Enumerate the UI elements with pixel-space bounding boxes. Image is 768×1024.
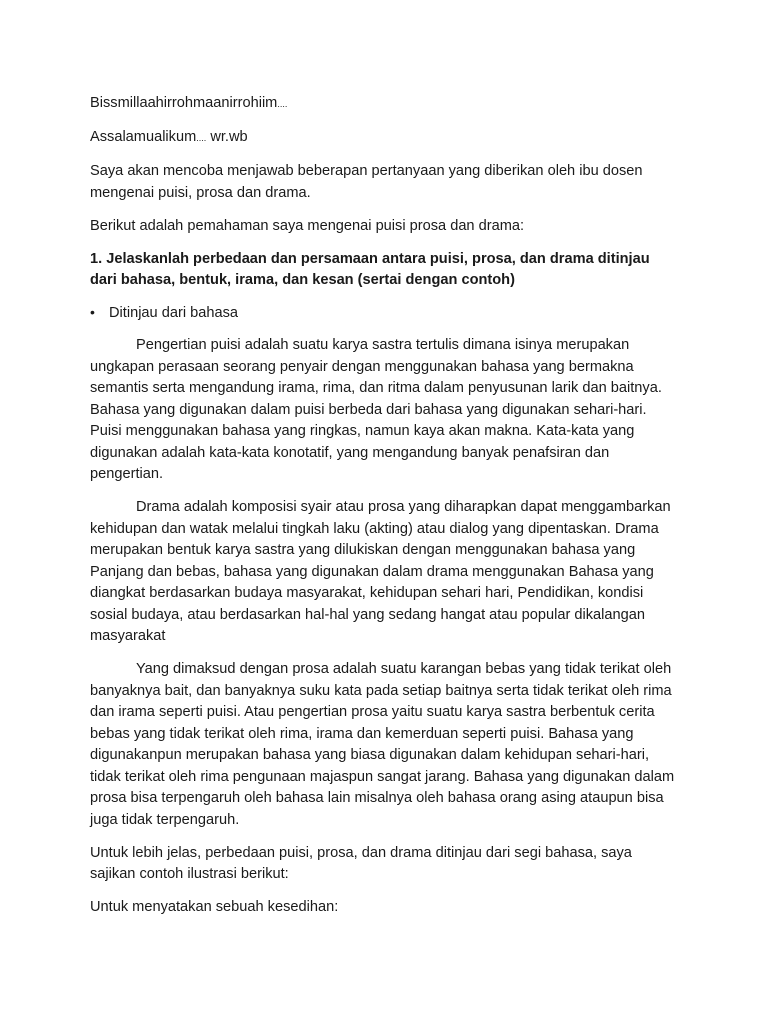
- greeting-bismillah: [90, 93, 680, 116]
- question-heading: 1. Jelaskanlah perbedaan dan persamaan antara puisi, prosa, dan drama ditinjau dari bahasa, bentuk, irama, dan kesan (sertai dengan contoh): [90, 250, 650, 288]
- paragraph-drama: Drama adalah komposisi syair atau prosa yang diharapkan dapat menggambarkan kehidupan dan watak melalui tingkah laku (akting) atau dialog yang dipentaskan. Drama merupakan bentuk karya sastra yang dilukiskan dengan menggunakan bahasa yang Panjang dan bebas, bahasa yang digunakan dalam drama menggunakan Bahasa yang diangkat berdasarkan budaya masyarakat, kehidupan sehari hari, Pendidikan, kondisi sosial budaya, atau berdasarkan hal-hal yang sedang hangat atau popular dikalangan masyarakat: [90, 499, 671, 644]
- greeting-bismillah-dots: ....: [277, 99, 288, 109]
- greeting-salam: [90, 127, 680, 150]
- bullet-icon: •: [90, 303, 95, 320]
- greeting-salam-text: Assalamualikum: [90, 129, 197, 145]
- paragraph-contoh: Untuk lebih jelas, perbedaan puisi, prosa, dan drama ditinjau dari segi bahasa, saya sajikan contoh ilustrasi berikut:: [90, 844, 632, 882]
- paragraph-puisi: Pengertian puisi adalah suatu karya sastra tertulis dimana isinya merupakan ungkapan perasaan seorang penyair dengan menggunakan bahasa yang bermakna semantis serta mengandung irama, rima, dan ritma dalam penyusunan larik dan baitnya. Bahasa yang digunakan dalam puisi berbeda dari bahasa yang digunakan sehari-hari. Puisi menggunakan bahasa yang ringkas, namun kaya akan makna. Kata-kata yang digunakan adalah kata-kata konotatif, yang mengandung banyak penafsiran dan pengertian.: [90, 337, 662, 482]
- greeting-salam-suffix: wr.wb: [206, 129, 248, 145]
- greeting-salam-dots: ....: [196, 133, 207, 143]
- paragraph-kesedihan: Untuk menyatakan sebuah kesedihan:: [90, 899, 339, 915]
- intro-statement: Berikut adalah pemahaman saya mengenai puisi prosa dan drama:: [90, 217, 525, 234]
- paragraph-prosa: Yang dimaksud dengan prosa adalah suatu karangan bebas yang tidak terikat oleh banyaknya bait, dan banyaknya suku kata pada setiap baitnya serta tidak terikat oleh rima dan irama seperti puisi. Atau pengertian prosa yaitu suatu karya sastra berbentuk cerita bebas yang tidak terikat oleh rima, irama dan kemerduan seperti puisi. Bahasa yang digunakanpun merupakan bahasa yang biasa digunakan dalam kehidupan sehari-hari, tidak terikat oleh rima pengunaan majaspun sangat jarang. Bahasa yang digunakan dalam prosa bisa terpengaruh oleh bahasa lain misalnya oleh bahasa orang asing ataupun bisa juga tidak terpengaruh.: [90, 661, 675, 828]
- intro-paragraph: Saya akan mencoba menjawab beberapan pertanyaan yang diberikan oleh ibu dosen mengenai puisi, prosa dan drama.: [90, 163, 643, 201]
- greeting-bismillah-text: Bissmillaahirrohmaanirrohiim: [90, 95, 278, 111]
- bullet-item-label: Ditinjau dari bahasa: [109, 304, 238, 321]
- bullet-item-bahasa: [90, 302, 680, 325]
- document-page: [90, 93, 680, 930]
